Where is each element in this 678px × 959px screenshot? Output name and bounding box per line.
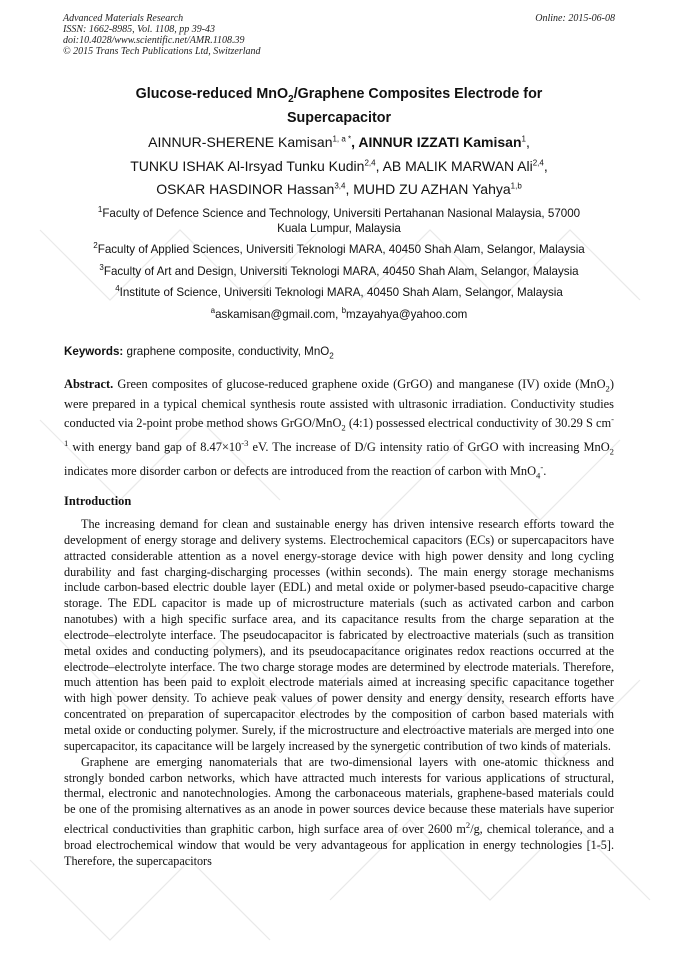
abstract-label: Abstract.: [64, 377, 114, 391]
keywords: Keywords: graphene composite, conductivity, MnO$_2$: [64, 345, 334, 361]
author-list: AINNUR-SHERENE Kamisan$^{1, a *}$, AINNUR IZZATI Kamisan$^1$, TUNKU ISHAK Al-Irsyad Tunku Kudin$^{2,4}$, AB MALIK MARWAN Ali$^{2,4}$, OSKAR HASDINOR Hassan$^{3,4}$, MUHD ZU AZHAN Yahya$^{1,b}$: [130, 134, 548, 197]
paragraph-1: The increasing demand for clean and sustainable energy has driven intensive research efforts toward the development of energy storage and delivery systems. Electrochemical capacitors (ECs) or supercapacitors have attracted considerable attention as a novel energy-storage device with high power density and long cycling durability and fast charging-discharging processes (within seconds). The main energy storage mechanisms include carbon-based electric double layer (EDL) and metal oxide or polymer-based pseudo-capacitive charge storage. The EDL capacitor is made up of microstructure materials (such as activated carbon and carbon nanotubes) with a high specific surface area, and its capacitance results from the charge separation at the electrode–electrolyte interface. The pseudocapacitor is fabricated by electroactive materials (such as transition metal oxides and conducting polymers), and its pseudocapacitance originates redox reactions occurred at the electrode–electrolyte interface. The two charge storage modes are determined by electrode materials. Therefore, much attention has been paid to exploit electrode materials aimed at increasing specific capacitance together with high power density. To achieve peak values of power density and energy density, research efforts have concentrated on preparation of supercapacitor electrodes by the composition of carbon based materials with metal oxide or conducting polymer. Surely, if the microstructure and electroactive materials are merged into one supercapacitor, its capacitance will be largely increased by the synergetic contribution of two kinds of materials.: [64, 517, 614, 753]
keywords-label: Keywords:: [64, 345, 124, 358]
affiliation-2: $^2$Faculty of Applied Sciences, Universiti Teknologi MARA, 40450 Shah Alam, Selangor, Malaysia: [93, 241, 585, 256]
email-link-a[interactable]: askamisan@gmail.com,: [215, 307, 342, 321]
email-addresses: $^a$askamisan@gmail.com, $^b$mzayahya@yahoo.com: [210, 305, 468, 321]
introduction-body: [64, 517, 614, 870]
doi-link[interactable]: doi:10.4028/www.scientific.net/AMR.1108.39: [63, 35, 245, 46]
abstract: Abstract. Green composites of glucose-reduced graphene oxide (GrGO) and manganese (IV) oxide (MnO$_2$) were prepared in a typical chemical synthesis route assisted with ultrasonic irradiation. Conductivity studies conducted via 2-point probe method shows GrGO/MnO$_2$ (4:1) possessed electrical conductivity of 30.29 S $cm^{-1}$ with energy band gap of $8.47\times 10^{-3}$ eV. The increase of D/G intensity ratio of GrGO with increasing MnO$_2$ indicates more disorder carbon or defects are introduced from the reaction of carbon with MnO$_4$-.: [64, 377, 614, 481]
email-link-b[interactable]: mzayahya@yahoo.com: [346, 307, 468, 321]
journal-meta: [63, 13, 261, 57]
affiliations: [64, 207, 614, 329]
copyright: © 2015 Trans Tech Publications Ltd, Switzerland: [63, 46, 261, 57]
affiliation-4: $^4$Institute of Science, Universiti Teknologi MARA, 40450 Shah Alam, Selangor, Malaysia: [115, 284, 563, 299]
section-heading-introduction: Introduction: [64, 494, 132, 508]
online-date: Online: 2015-06-08: [535, 13, 615, 24]
issn: ISSN: 1662-8985, Vol. 1108, pp 39-43: [63, 24, 216, 35]
affiliation-1: $^1$Faculty of Defence Science and Technology, Universiti Pertahanan Nasional Malaysia, 57000 Kuala Lumpur, Malaysia: [97, 205, 581, 235]
affiliation-3: $^3$Faculty of Art and Design, Universiti Teknologi MARA, 40450 Shah Alam, Selangor, Malaysia: [99, 262, 579, 278]
journal-name: Advanced Materials Research: [63, 13, 184, 24]
paper-title: Glucose-reduced MnO$_2$/Graphene Composites Electrode for Supercapacitor: [135, 86, 543, 126]
paragraph-2: Graphene are emerging nanomaterials that are two-dimensional layers with one-atomic thickness and strongly bonded carbon networks, which have attracted much interests for various applications of structural, thermal, electronic and nanotechnologies. Among the carbonaceous materials, graphene-based materials could be one of the promising alternatives as an anode in power sources device because these materials have superior electrical conductivities than graphitic carbon, high surface area of over 2600 $m^2/g$, chemical tolerance, and a broad electrochemical window that would be very advantageous for application in energy technologies [1-5]. Therefore, the supercapacitors: [64, 754, 614, 868]
